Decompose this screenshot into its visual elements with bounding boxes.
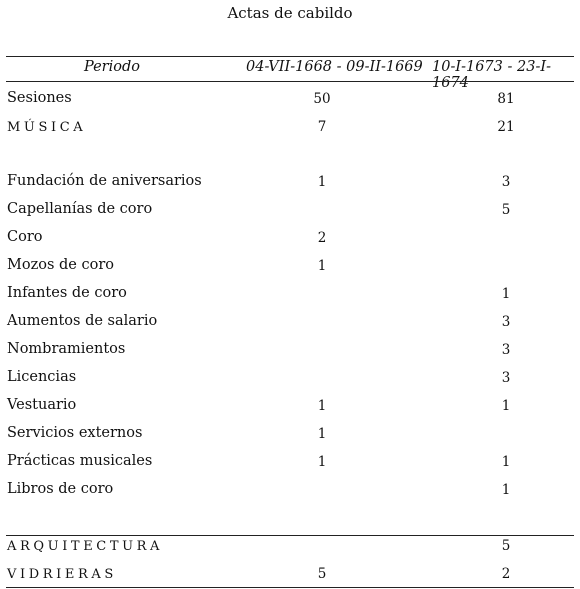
- table-row: [6, 449, 574, 475]
- row-value-period-1: 1: [317, 454, 327, 470]
- row-value-period-2: 5: [501, 538, 511, 554]
- table-row: [6, 309, 574, 335]
- table-header: [6, 59, 574, 91]
- row-value-period-2: 5: [501, 202, 511, 218]
- row-label: Prácticas musicales: [7, 453, 153, 469]
- row-value-period-1: 50: [313, 91, 331, 107]
- row-value-period-1: 1: [317, 398, 327, 414]
- table-caption: Actas de cabildo: [227, 4, 353, 22]
- header-period-2: 10-I-1673 - 23-I-1674: [432, 59, 551, 91]
- row-value-period-1: 1: [317, 174, 327, 190]
- table-row: [6, 393, 574, 419]
- row-label: Mozos de coro: [7, 257, 114, 273]
- row-value-period-2: 1: [501, 286, 511, 302]
- row-value-period-2: 81: [497, 91, 515, 107]
- table-row: [6, 225, 574, 251]
- table-row: [6, 197, 574, 223]
- row-label: Sesiones: [7, 90, 72, 106]
- row-label: Fundación de aniversarios: [7, 173, 202, 189]
- row-value-period-2: 21: [497, 119, 515, 135]
- row-label: Coro: [7, 229, 43, 245]
- row-label: Libros de coro: [7, 481, 114, 497]
- row-value-period-2: 2: [501, 566, 511, 582]
- row-value-period-1: 1: [317, 426, 327, 442]
- row-value-period-1: 1: [317, 258, 327, 274]
- table-row: [6, 253, 574, 279]
- table-row: [6, 421, 574, 447]
- top-rule: [6, 56, 574, 57]
- row-value-period-2: 1: [501, 454, 511, 470]
- table-row: [6, 169, 574, 195]
- row-label: Nombramientos: [7, 341, 126, 357]
- row-value-period-2: 3: [501, 174, 511, 190]
- row-value-period-2: 3: [501, 342, 511, 358]
- table-row: [6, 114, 574, 140]
- row-label: Capellanías de coro: [7, 201, 153, 217]
- row-value-period-1: 5: [317, 566, 327, 582]
- row-label: ARQUITECTURA: [7, 539, 164, 554]
- row-label: MÚSICA: [7, 120, 87, 135]
- table-row: [6, 337, 574, 363]
- header-period-1: 04-VII-1668 - 09-II-1669: [246, 59, 423, 75]
- table-row: [6, 533, 574, 559]
- row-label: VIDRIERAS: [7, 567, 117, 582]
- table-row: [6, 561, 574, 587]
- header-rule: [6, 81, 574, 82]
- section-rule: [6, 535, 574, 536]
- row-value-period-2: 3: [501, 314, 511, 330]
- header-period: Periodo: [84, 59, 140, 75]
- row-label: Licencias: [7, 369, 77, 385]
- row-value-period-2: 1: [501, 482, 511, 498]
- table-row: [6, 86, 574, 112]
- row-label: Infantes de coro: [7, 285, 127, 301]
- row-value-period-1: 2: [317, 230, 327, 246]
- row-label: Servicios externos: [7, 425, 143, 441]
- bottom-rule: [6, 587, 574, 588]
- table-row: [6, 365, 574, 391]
- row-label: Aumentos de salario: [7, 313, 158, 329]
- table-row: [6, 477, 574, 503]
- row-value-period-1: 7: [317, 119, 327, 135]
- row-label: Vestuario: [7, 397, 77, 413]
- table-row: [6, 281, 574, 307]
- row-value-period-2: 3: [501, 370, 511, 386]
- row-value-period-2: 1: [501, 398, 511, 414]
